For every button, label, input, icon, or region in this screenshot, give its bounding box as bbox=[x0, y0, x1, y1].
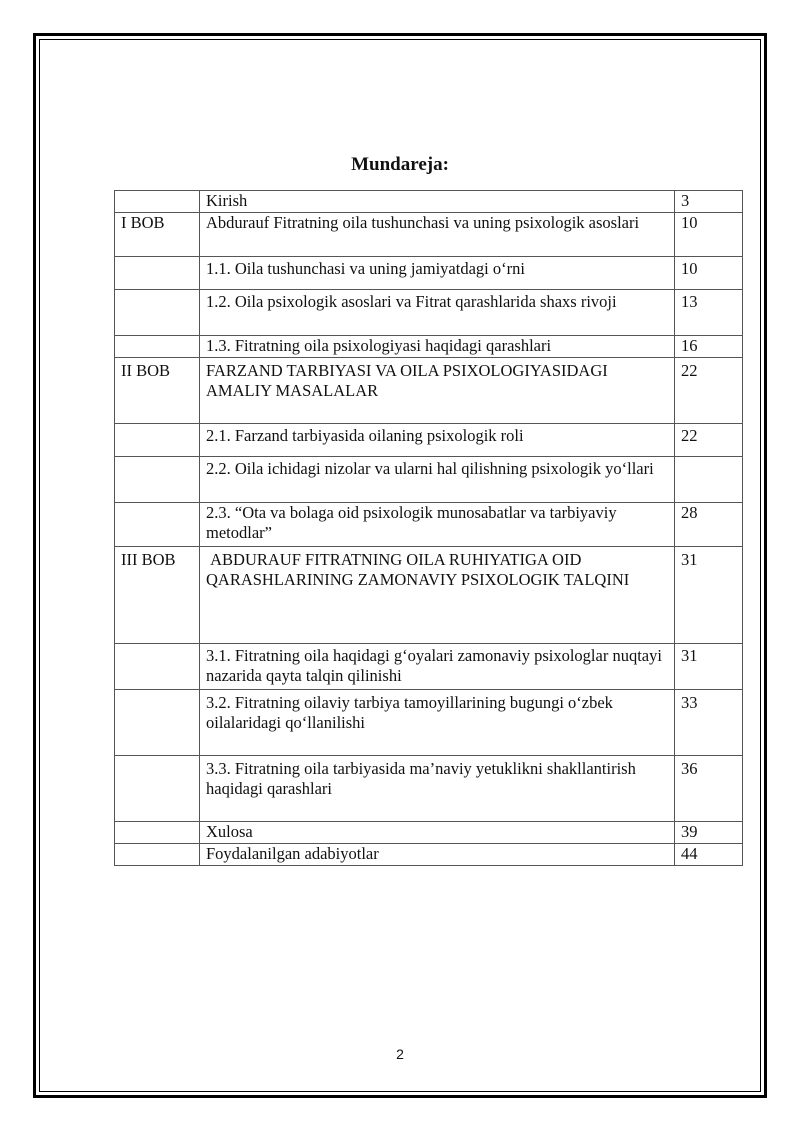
page-cell: 10 bbox=[675, 213, 743, 257]
toc-row bbox=[115, 358, 743, 424]
chapter-cell bbox=[115, 191, 200, 213]
entry-title: 2.2. Oila ichidagi nizolar va ularni hal qilishning psixologik yo‘llari bbox=[200, 457, 675, 503]
page-cell: 39 bbox=[675, 822, 743, 844]
entry-title: Foydalanilgan adabiyotlar bbox=[200, 844, 675, 866]
chapter-cell bbox=[115, 690, 200, 756]
table-of-contents bbox=[114, 190, 743, 866]
toc-title: Mundareja: bbox=[351, 154, 449, 175]
entry-title: Xulosa bbox=[200, 822, 675, 844]
toc-row bbox=[115, 690, 743, 756]
entry-title: 1.2. Oila psixologik asoslari va Fitrat qarashlarida shaxs rivoji bbox=[200, 290, 675, 336]
chapter-cell bbox=[115, 257, 200, 290]
entry-title: FARZAND TARBIYASI VA OILA PSIXOLOGIYASIDAGI AMALIY MASALALAR bbox=[200, 358, 675, 424]
entry-title: Kirish bbox=[200, 191, 675, 213]
chapter-cell bbox=[115, 336, 200, 358]
toc-row bbox=[115, 547, 743, 644]
chapter-cell bbox=[115, 822, 200, 844]
chapter-cell: III BOB bbox=[115, 547, 200, 644]
toc-row bbox=[115, 756, 743, 822]
toc-row bbox=[115, 822, 743, 844]
page-cell: 22 bbox=[675, 424, 743, 457]
toc-row bbox=[115, 457, 743, 503]
chapter-cell bbox=[115, 457, 200, 503]
chapter-cell bbox=[115, 756, 200, 822]
toc-row bbox=[115, 503, 743, 547]
toc-row bbox=[115, 213, 743, 257]
entry-title: Abdurauf Fitratning oila tushunchasi va uning psixologik asoslari bbox=[200, 213, 675, 257]
page-cell: 28 bbox=[675, 503, 743, 547]
chapter-cell: II BOB bbox=[115, 358, 200, 424]
toc-row bbox=[115, 290, 743, 336]
toc-row bbox=[115, 191, 743, 213]
chapter-cell bbox=[115, 644, 200, 690]
entry-title: 1.3. Fitratning oila psixologiyasi haqidagi qarashlari bbox=[200, 336, 675, 358]
chapter-cell: I BOB bbox=[115, 213, 200, 257]
entry-title: 2.3. “Ota va bolaga oid psixologik munosabatlar va tarbiyaviy metodlar” bbox=[200, 503, 675, 547]
chapter-cell bbox=[115, 290, 200, 336]
toc-row bbox=[115, 844, 743, 866]
page-cell: 13 bbox=[675, 290, 743, 336]
page-cell: 36 bbox=[675, 756, 743, 822]
entry-title: 2.1. Farzand tarbiyasida oilaning psixologik roli bbox=[200, 424, 675, 457]
chapter-cell bbox=[115, 424, 200, 457]
toc-row bbox=[115, 424, 743, 457]
page-cell: 16 bbox=[675, 336, 743, 358]
page-cell: 10 bbox=[675, 257, 743, 290]
page-cell: 22 bbox=[675, 358, 743, 424]
page-number: 2 bbox=[396, 1046, 404, 1062]
toc-row bbox=[115, 336, 743, 358]
chapter-cell bbox=[115, 503, 200, 547]
page-cell bbox=[675, 457, 743, 503]
toc-row bbox=[115, 257, 743, 290]
page-cell: 33 bbox=[675, 690, 743, 756]
chapter-cell bbox=[115, 844, 200, 866]
entry-title: 3.3. Fitratning oila tarbiyasida ma’naviy yetuklikni shakllantirish haqidagi qarashlari bbox=[200, 756, 675, 822]
entry-title: 3.1. Fitratning oila haqidagi g‘oyalari zamonaviy psixologlar nuqtayi nazarida qayta talqin qilinishi bbox=[200, 644, 675, 690]
page-cell: 31 bbox=[675, 547, 743, 644]
toc-row bbox=[115, 644, 743, 690]
page-cell: 31 bbox=[675, 644, 743, 690]
entry-title: 3.2. Fitratning oilaviy tarbiya tamoyillarining bugungi o‘zbek oilalaridagi qo‘llanilishi bbox=[200, 690, 675, 756]
page-cell: 44 bbox=[675, 844, 743, 866]
page-cell: 3 bbox=[675, 191, 743, 213]
entry-title: 1.1. Oila tushunchasi va uning jamiyatdagi o‘rni bbox=[200, 257, 675, 290]
entry-title: ABDURAUF FITRATNING OILA RUHIYATIGA OID QARASHLARINING ZAMONAVIY PSIXOLOGIK TALQINI bbox=[200, 547, 675, 644]
